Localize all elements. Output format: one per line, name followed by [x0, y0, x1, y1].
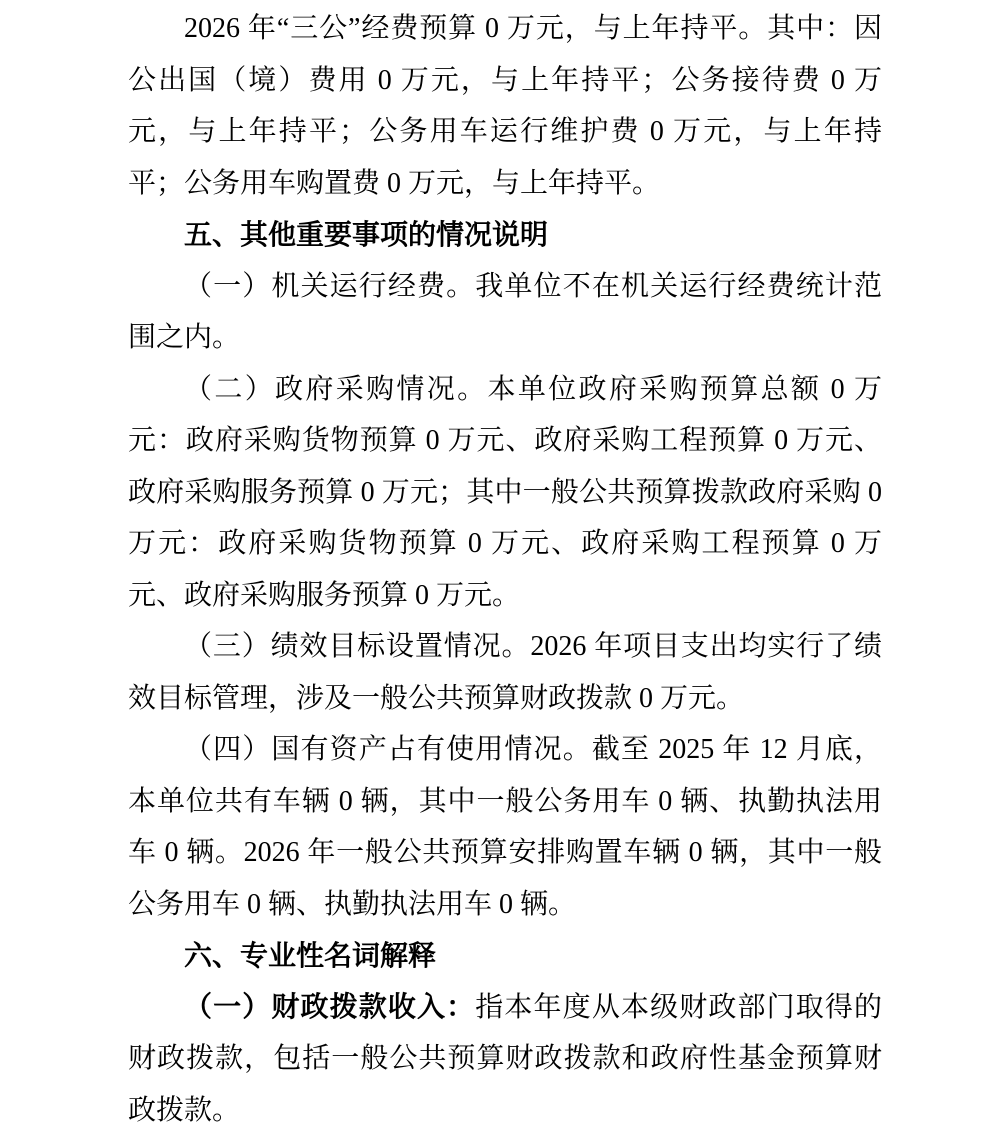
section-heading-terminology: 六、专业性名词解释 — [128, 930, 882, 982]
paragraph-term-fiscal-appropriation-income — [128, 982, 882, 1136]
document-body — [128, 3, 882, 1136]
paragraph-performance-targets: （三）绩效目标设置情况。2026 年项目支出均实行了绩效目标管理，涉及一般公共预算财政拨款 0 万元。 — [128, 621, 882, 724]
paragraph-state-owned-assets: （四）国有资产占有使用情况。截至 2025 年 12 月底，本单位共有车辆 0 辆，其中一般公务用车 0 辆、执勤执法用车 0 辆。2026 年一般公共预算安排购置车辆 0 辆，其中一般公务用车 0 辆、执勤执法用车 0 辆。 — [128, 724, 882, 930]
term-definition: 指本年度从本级财政部门取得的财政拨款，包括一般公共预算财政拨款和政府性基金预算财政拨款。 — [128, 992, 882, 1126]
term-name: （一）财政拨款收入： — [184, 992, 475, 1023]
paragraph-government-procurement: （二）政府采购情况。本单位政府采购预算总额 0 万元：政府采购货物预算 0 万元、政府采购工程预算 0 万元、政府采购服务预算 0 万元；其中一般公共预算拨款政府采购 0 万元：政府采购货物预算 0 万元、政府采购工程预算 0 万元、政府采购服务预算 0 万元。 — [128, 364, 882, 622]
paragraph-sangong-budget: 2026 年“三公”经费预算 0 万元，与上年持平。其中：因公出国（境）费用 0 万元，与上年持平；公务接待费 0 万元，与上年持平；公务用车运行维护费 0 万元，与上年持平；公务用车购置费 0 万元，与上年持平。 — [128, 3, 882, 209]
paragraph-agency-operating-expenses: （一）机关运行经费。我单位不在机关运行经费统计范围之内。 — [128, 261, 882, 364]
section-heading-other-important-matters: 五、其他重要事项的情况说明 — [128, 209, 882, 261]
